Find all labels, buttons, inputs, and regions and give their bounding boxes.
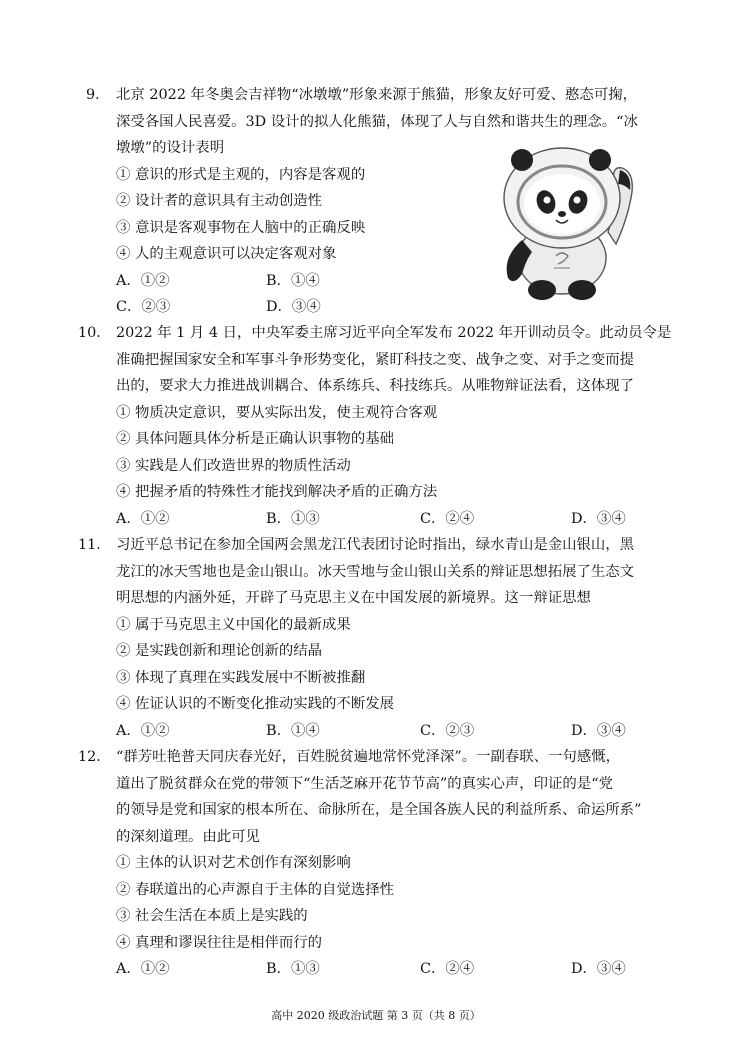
question-stem-line: 道出了脱贫群众在党的带领下“生活芝麻开花节节高”的真实心声，印证的是“党 (116, 775, 613, 792)
choice-a: A．①② (116, 510, 170, 527)
question-number: 9． (86, 87, 110, 103)
choice-row (86, 506, 666, 533)
choice-b: B．①③ (266, 510, 320, 527)
choice-a: A．①② (116, 722, 170, 739)
choice-b: B．①③ (266, 961, 320, 977)
question-10 (78, 320, 672, 532)
option-4: ④ 把握矛盾的特殊性才能找到解决矛盾的正确方法 (116, 484, 438, 500)
option-4: ④ 真理和谬误往往是相伴而行的 (116, 934, 323, 951)
question-stem-line: 深受各国人民喜爱。3D 设计的拟人化熊猫，体现了人与自然和谐共生的理念。“冰 (116, 113, 638, 130)
option-1: ① 意识的形式是主观的，内容是客观的 (116, 166, 366, 183)
choice-d: D．③④ (266, 299, 321, 315)
question-stem-line: 准确把握国家安全和军事斗争形势变化，紧盯科技之变、战争之变、对手之变而提 (116, 351, 635, 368)
question-number: 12． (78, 749, 111, 765)
page-footer: 高中 2020 级政治试题 第 3 页（共 8 页） (271, 1009, 481, 1022)
question-stem-line: 12． “群芳吐艳普天同庆春光好，百姓脱贫遍地常怀党泽深”。一副春联、一句感慨， (86, 744, 666, 771)
question-stem-line: 11． 习近平总书记在参加全国两会黑龙江代表团讨论时指出，绿水青山是金山银山，黑 (86, 532, 666, 559)
choice-a: A．①② (116, 272, 170, 289)
choice-b: B．①④ (266, 722, 320, 739)
question-stem-line: 龙江的冰天雪地也是金山银山。冰天雪地与金山银山关系的辩证思想拓展了生态文 (116, 563, 635, 580)
option-3: ③ 意识是客观事物在人脑中的正确反映 (116, 219, 366, 236)
option-4: ④ 人的主观意识可以决定客观对象 (116, 246, 337, 262)
choice-c: C．②④ (420, 961, 475, 977)
question-stem-line: 的深刻道理。由此可见 (116, 828, 260, 845)
question-stem-line: 9． 北京 2022 年冬奥会吉祥物“冰墩墩”形象来源于熊猫，形象友好可爱、憨态可掬， (86, 82, 666, 109)
choice-d: D．③④ (571, 961, 626, 977)
question-stem-line: 10． 2022 年 1 月 4 日，中央军委主席习近平向全军发布 2022 年开训动员令。此动员令是 (86, 320, 666, 347)
option-2: ② 具体问题具体分析是正确认识事物的基础 (116, 431, 394, 447)
option-2: ② 是实践创新和理论创新的结晶 (116, 643, 323, 659)
option-2: ② 春联道出的心声源自于主体的自觉选择性 (116, 881, 394, 898)
choice-d: D．③④ (571, 510, 626, 527)
question-11 (78, 532, 666, 744)
option-3: ③ 实践是人们改造世界的物质性活动 (116, 457, 351, 474)
choice-c: C．②③ (420, 722, 475, 739)
choice-a: A．①② (116, 961, 170, 977)
question-stem-line: 明思想的内涵外延，开辟了马克思主义在中国发展的新境界。这一辩证思想 (116, 590, 591, 606)
option-1: ① 物质决定意识，要从实际出发，使主观符合客观 (116, 404, 438, 421)
option-4: ④ 佐证认识的不断变化推动实践的不断发展 (116, 696, 394, 712)
option-2: ② 设计者的意识具有主动创造性 (116, 193, 323, 209)
option-3: ③ 社会生活在本质上是实践的 (116, 908, 308, 924)
question-stem-line: 出的，要求大力推进战训耦合、体系练兵、科技练兵。从唯物辩证法看，这体现了 (116, 378, 635, 394)
question-stem-line: 的领导是党和国家的根本所在、命脉所在，是全国各族人民的利益所系、命运所系” (116, 802, 642, 818)
choice-row (86, 718, 666, 745)
choice-row (86, 956, 666, 983)
question-12 (78, 744, 666, 983)
choice-d: D．③④ (571, 722, 626, 739)
option-3: ③ 体现了真理在实践发展中不断被推翻 (116, 669, 366, 686)
question-stem-line: 墩墩”的设计表明 (116, 140, 225, 156)
choice-c: C．②④ (420, 510, 475, 527)
question-number: 10． (78, 325, 111, 341)
question-number: 11． (78, 537, 111, 553)
option-1: ① 属于马克思主义中国化的最新成果 (116, 616, 351, 633)
bing-dwen-dwen-mascot-icon (490, 140, 640, 305)
option-1: ① 主体的认识对艺术创作有深刻影响 (116, 855, 351, 871)
choice-b: B．①④ (266, 272, 320, 289)
choice-c: C．②③ (116, 299, 171, 315)
